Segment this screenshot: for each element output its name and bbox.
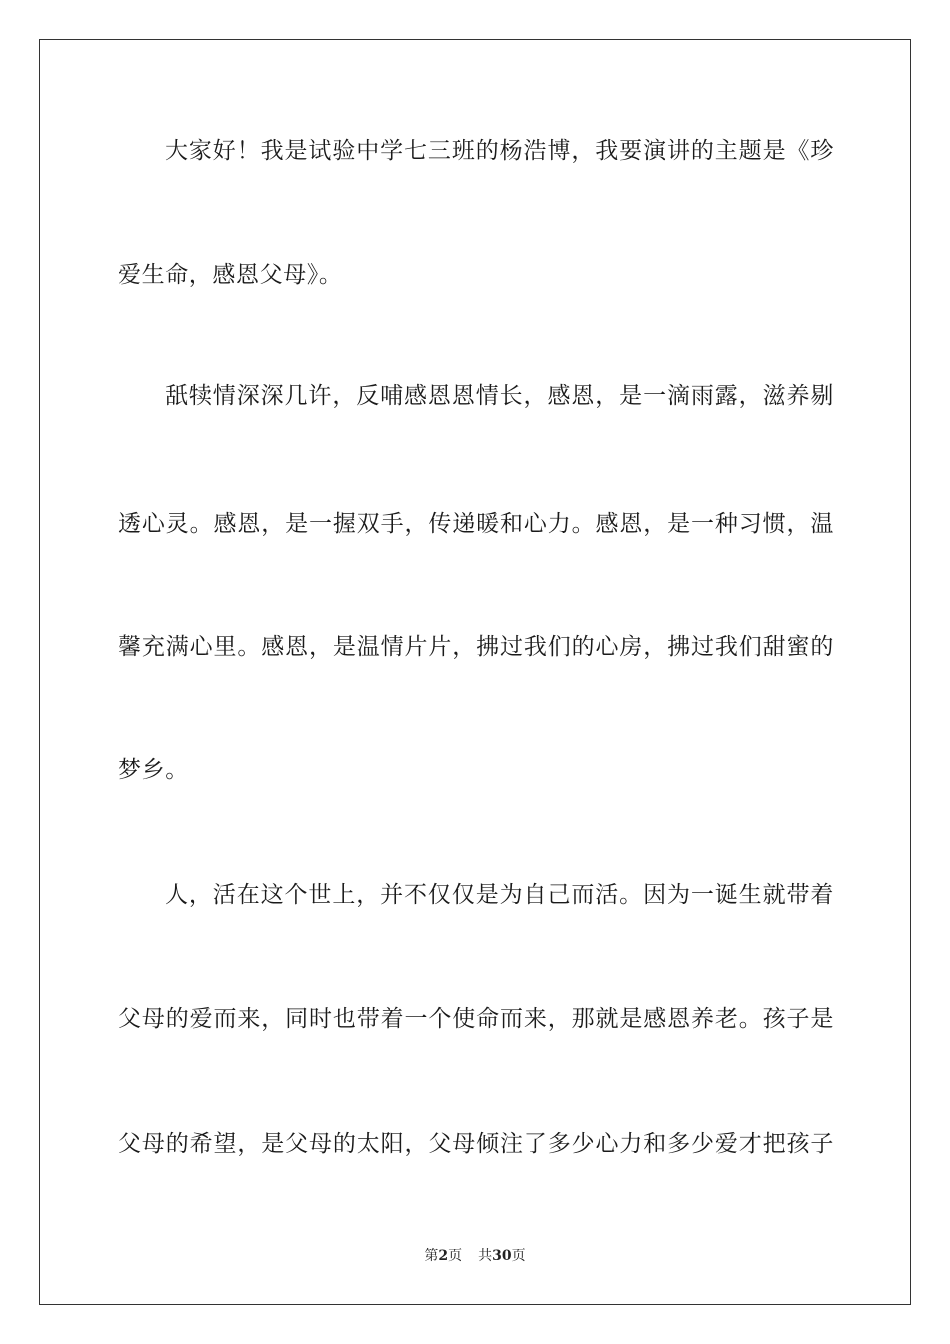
footer-page-suffix: 页: [448, 1248, 463, 1264]
text-line-3: 舐犊情深深几许，反哺感恩恩情长，感恩，是一滴雨露，滋养剔: [165, 383, 834, 409]
text-line-5: 馨充满心里。感恩，是温情片片，拂过我们的心房，拂过我们甜蜜的: [118, 634, 834, 660]
footer-page-number: 2: [438, 1248, 449, 1264]
text-line-2: 爱生命，感恩父母》。: [118, 262, 343, 288]
footer-total-suffix: 页: [511, 1248, 526, 1264]
text-line-1: 大家好！我是试验中学七三班的杨浩博，我要演讲的主题是《珍: [165, 138, 834, 164]
text-line-9: 父母的希望，是父母的太阳，父母倾注了多少心力和多少爱才把孩子: [118, 1131, 834, 1157]
footer-total-prefix: 共: [478, 1248, 493, 1264]
text-line-6: 梦乡。: [118, 757, 189, 783]
page-footer: [0, 1247, 950, 1265]
text-line-8: 父母的爱而来，同时也带着一个使命而来，那就是感恩养老。孩子是: [118, 1006, 834, 1032]
footer-prefix: 第: [424, 1248, 439, 1264]
text-line-7: 人，活在这个世上，并不仅仅是为自己而活。因为一诞生就带着: [165, 882, 834, 908]
text-line-4: 透心灵。感恩，是一握双手，传递暖和心力。感恩，是一种习惯，温: [118, 511, 834, 537]
page-border: [39, 39, 911, 1305]
footer-total-pages: 30: [492, 1248, 512, 1264]
